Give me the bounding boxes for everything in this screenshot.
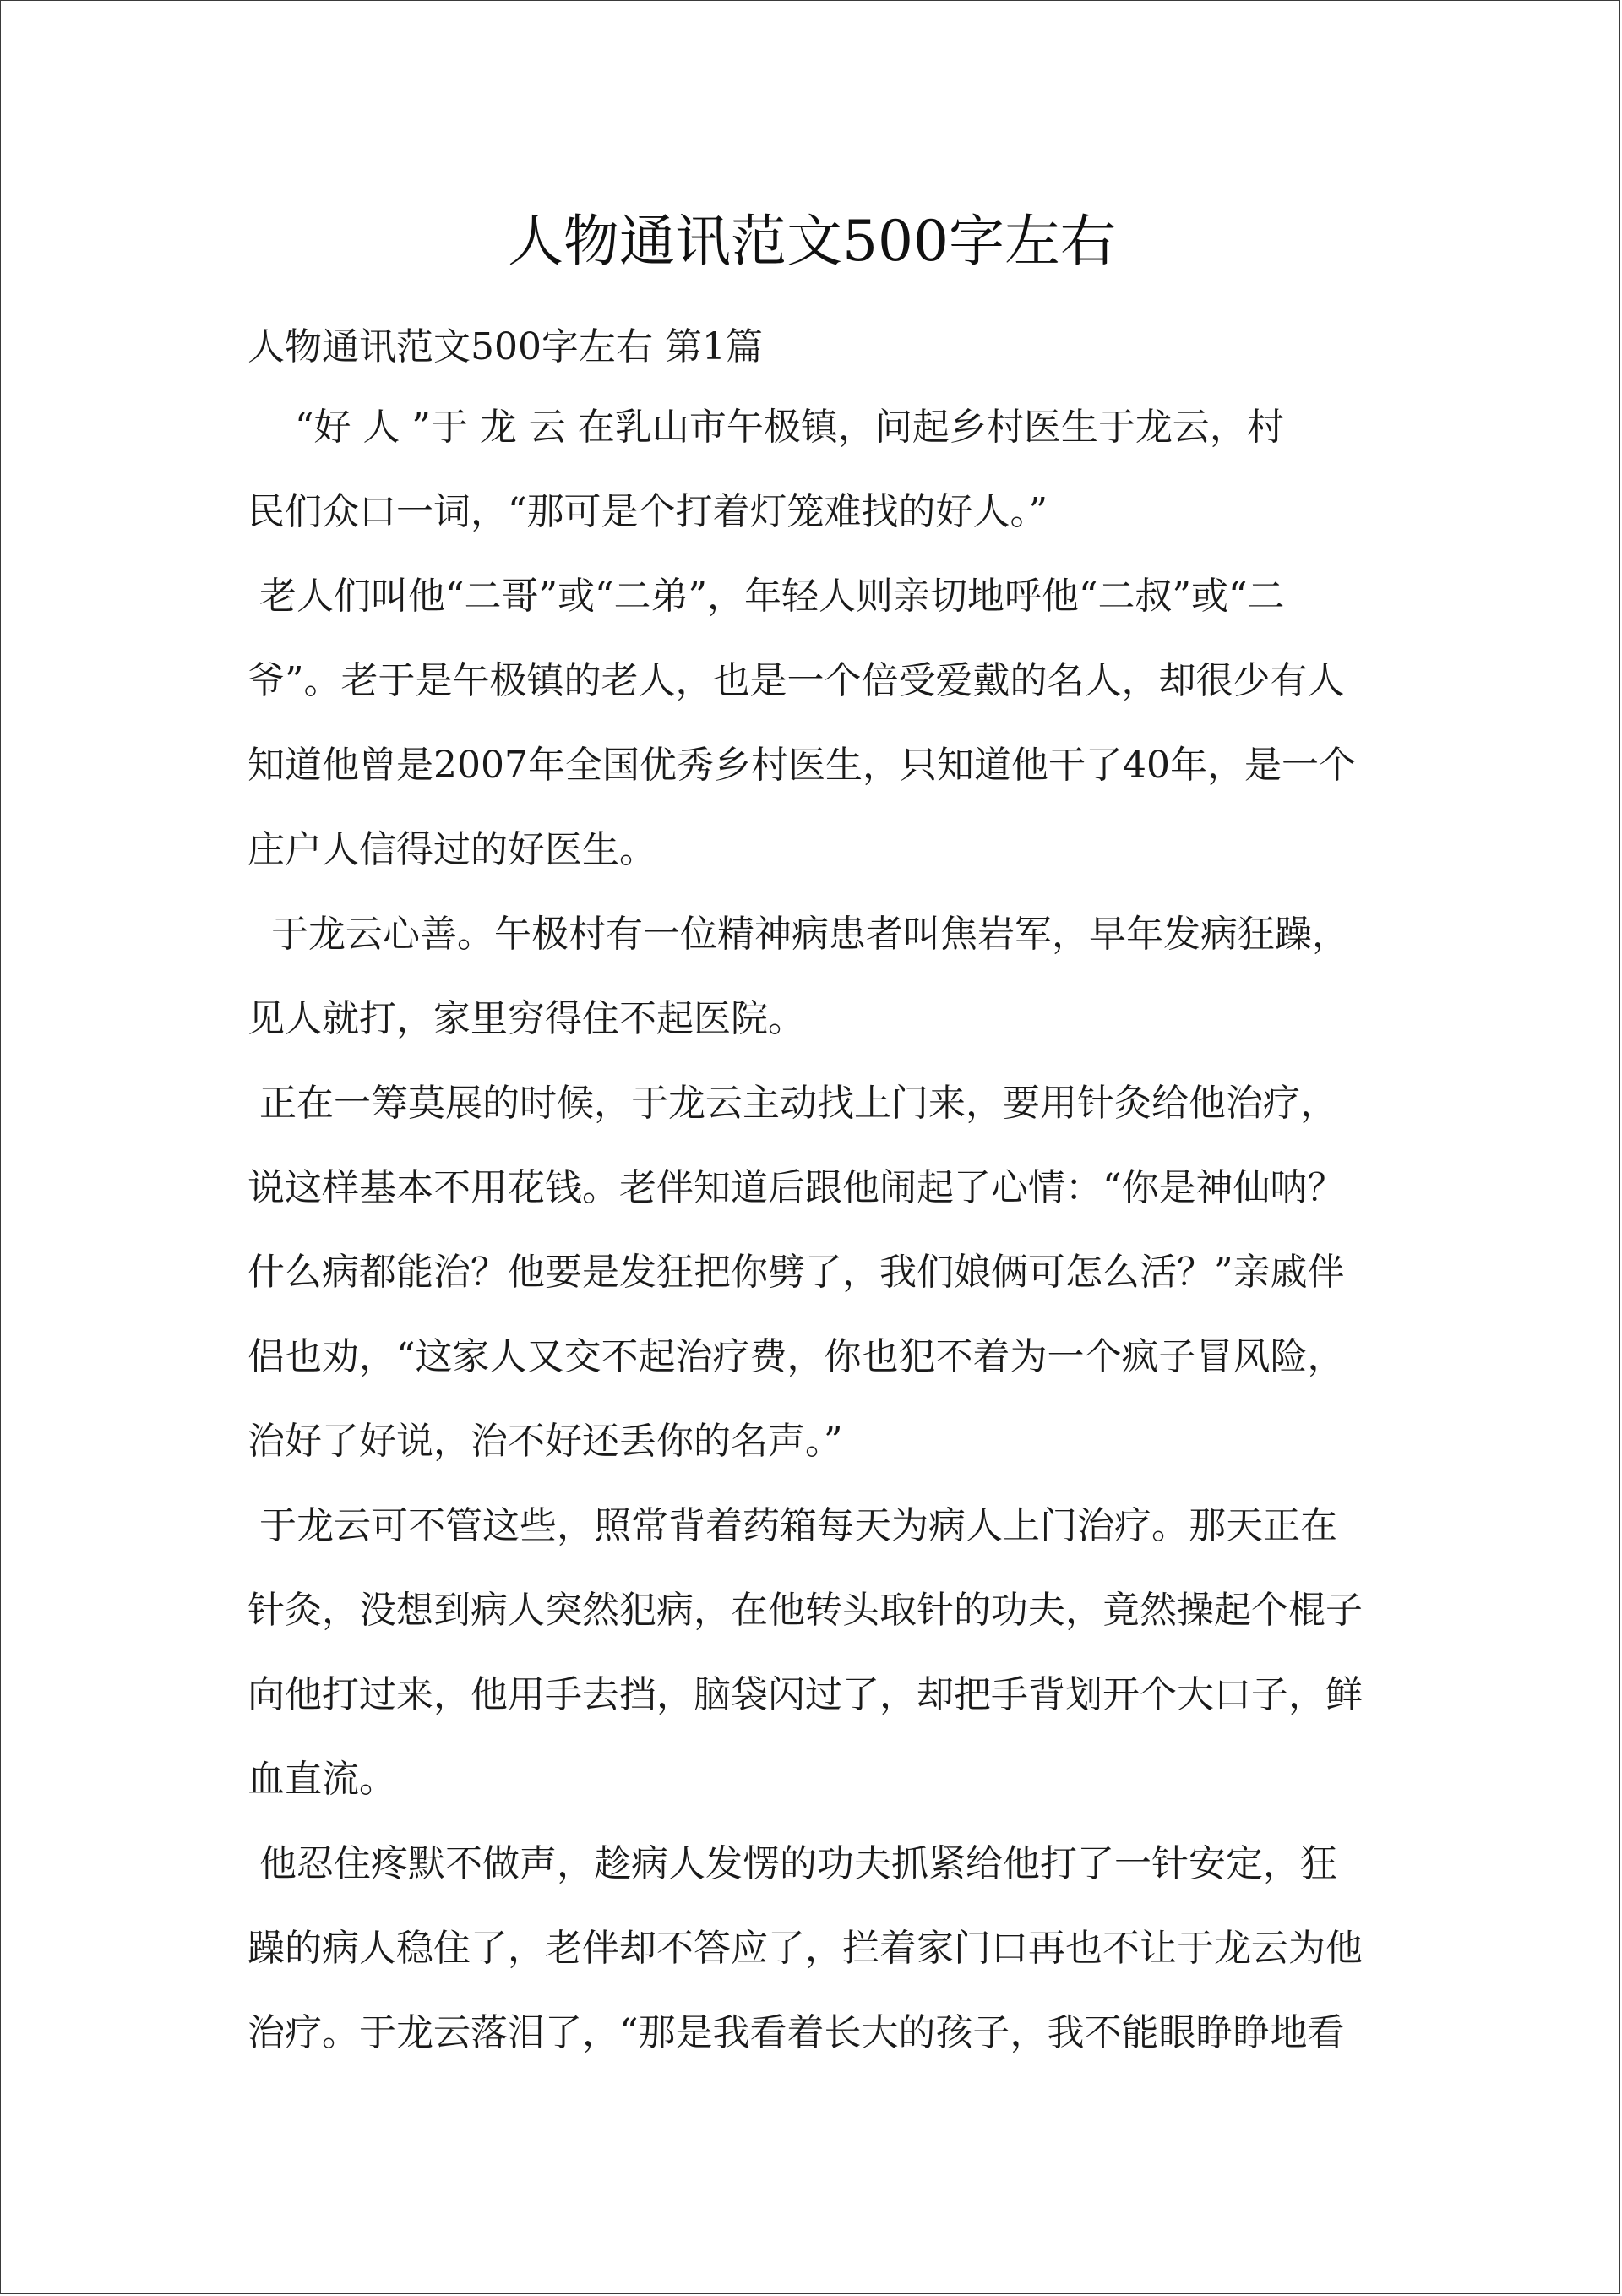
text-line: 针灸，没想到病人突然犯病，在他转头取针的功夫，竟然操起个棍子 (248, 1589, 1363, 1632)
text-line: 知道他曾是2007年全国优秀乡村医生，只知道他干了40年，是一个 (248, 744, 1356, 787)
text-line: 血直流。 (248, 1758, 396, 1801)
text-line: 见人就打，家里穷得住不起医院。 (248, 997, 805, 1040)
text-line: 侣也劝，“这家人又交不起治疗费，你也犯不着为一个疯子冒风险， (248, 1335, 1345, 1378)
document-title: 人物通讯范文500字左右 (508, 209, 1116, 274)
paragraph-lines (248, 385, 1376, 2075)
text-line: 说这样基本不用花钱。老伴知道后跟他闹起了心情：“你是神仙呐？ (248, 1166, 1345, 1209)
text-line: 于龙云可不管这些，照常背着药箱每天为病人上门治疗。那天正在 (248, 1504, 1337, 1547)
text-line: 老人们叫他“二哥”或“二弟”，年轻人则亲切地呼他“二叔”或“二 (248, 575, 1285, 618)
document-body (248, 309, 1376, 2075)
text-line: 躁的病人稳住了，老伴却不答应了，拦着家门口再也不让于龙云为他 (248, 1927, 1363, 1970)
text-line: 治好了好说，治不好还丢你的名声。” (248, 1420, 843, 1463)
text-line: 治疗。于龙云落泪了，“那是我看着长大的孩子，我不能眼睁睁地看 (248, 2011, 1345, 2054)
text-line: 什么病都能治？他要是发狂把你劈了，我们娘俩可怎么活？”亲戚伴 (248, 1251, 1345, 1294)
section-heading: 人物通讯范文500字左右 第1篇 (248, 325, 763, 368)
text-line: “好 人 ”于 龙 云 在乳山市午极镇，问起乡村医生于龙云，村 (248, 406, 1284, 449)
text-line: 爷”。老于是午极镇的老人，也是一个倍受爱戴的名人，却很少有人 (248, 659, 1345, 702)
text-line: 向他打过来，他用手去挡，脑袋闪过了，却把手背划开个大口子，鲜 (248, 1673, 1363, 1716)
text-line: 民们众口一词，“那可是个打着灯笼难找的好人。” (248, 490, 1048, 533)
text-line: 正在一筹莫展的时候，于龙云主动找上门来，要用针灸给他治疗， (248, 1082, 1337, 1125)
text-line: 于龙云心善。午极村有一位精神病患者叫焦岩军，早年发病狂躁， (248, 913, 1349, 956)
text-line: 他忍住疼默不做声，趁病人发愣的功夫抓紧给他打了一针安定，狂 (248, 1842, 1337, 1885)
text-line: 庄户人信得过的好医生。 (248, 828, 656, 871)
